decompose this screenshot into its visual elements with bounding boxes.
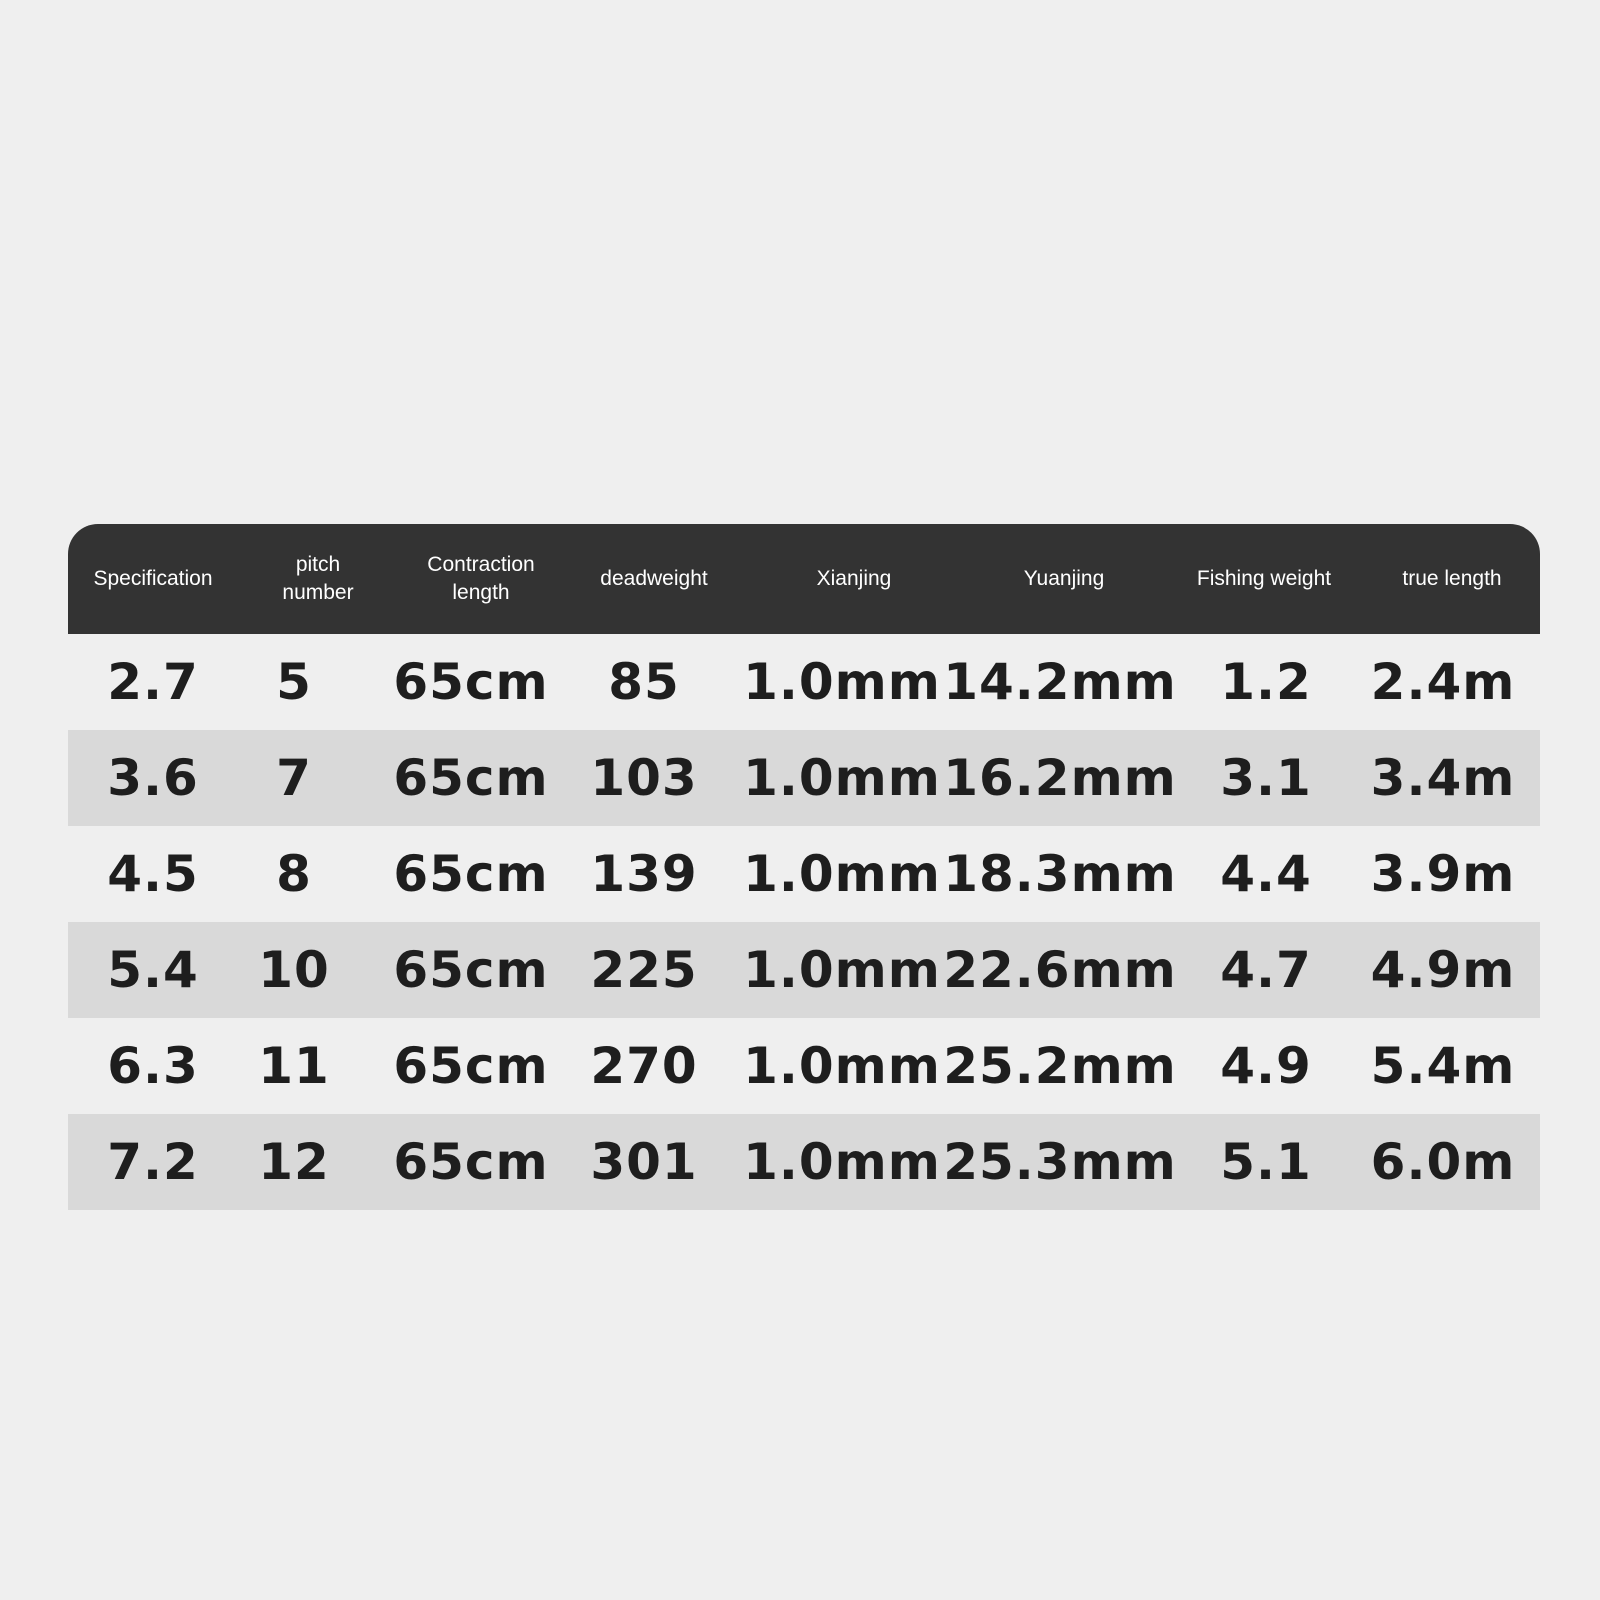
cell-specification: 2.7	[107, 653, 199, 711]
cell-xianjing: 1.0mm	[743, 1133, 941, 1191]
header-fishing-weight: Fishing weight	[1196, 567, 1332, 590]
cell-pitch-number: 8	[276, 845, 312, 903]
cell-yuanjing: 18.3mm	[943, 845, 1177, 903]
cell-deadweight: 270	[590, 1037, 698, 1095]
header-pitch-number: pitch number	[282, 553, 354, 604]
cell-xianjing: 1.0mm	[743, 749, 941, 807]
cell-fishing-weight: 3.1	[1220, 749, 1312, 807]
cell-contraction-length: 65cm	[393, 1037, 549, 1095]
cell-yuanjing: 25.2mm	[943, 1037, 1177, 1095]
cell-fishing-weight: 4.9	[1220, 1037, 1312, 1095]
cell-pitch-number: 7	[276, 749, 312, 807]
cell-fishing-weight: 4.4	[1220, 845, 1312, 903]
header-yuanjing: Yuanjing	[1023, 567, 1105, 590]
cell-deadweight: 85	[608, 653, 680, 711]
table-row	[68, 634, 1540, 730]
spec-table	[68, 524, 1540, 1210]
cell-deadweight: 225	[590, 941, 698, 999]
header-xianjing: Xianjing	[816, 567, 892, 590]
table-row	[68, 922, 1540, 1018]
cell-yuanjing: 22.6mm	[943, 941, 1177, 999]
cell-pitch-number: 5	[276, 653, 312, 711]
cell-fishing-weight: 4.7	[1220, 941, 1312, 999]
cell-yuanjing: 14.2mm	[943, 653, 1177, 711]
table-header-row	[68, 524, 1540, 634]
cell-xianjing: 1.0mm	[743, 653, 941, 711]
cell-specification: 6.3	[107, 1037, 199, 1095]
cell-xianjing: 1.0mm	[743, 845, 941, 903]
header-specification: Specification	[93, 567, 213, 590]
cell-xianjing: 1.0mm	[743, 941, 941, 999]
cell-fishing-weight: 1.2	[1220, 653, 1312, 711]
cell-contraction-length: 65cm	[393, 845, 549, 903]
cell-true-length: 4.9m	[1370, 941, 1516, 999]
cell-xianjing: 1.0mm	[743, 1037, 941, 1095]
cell-specification: 5.4	[107, 941, 199, 999]
cell-pitch-number: 10	[258, 941, 330, 999]
cell-deadweight: 301	[590, 1133, 698, 1191]
header-contraction-length: Contraction length	[427, 553, 535, 604]
cell-pitch-number: 12	[258, 1133, 330, 1191]
cell-true-length: 3.4m	[1370, 749, 1516, 807]
cell-deadweight: 139	[590, 845, 698, 903]
cell-pitch-number: 11	[258, 1037, 330, 1095]
cell-true-length: 5.4m	[1370, 1037, 1516, 1095]
cell-specification: 3.6	[107, 749, 199, 807]
cell-yuanjing: 25.3mm	[943, 1133, 1177, 1191]
cell-specification: 7.2	[107, 1133, 199, 1191]
table-row	[68, 826, 1540, 922]
cell-deadweight: 103	[590, 749, 698, 807]
cell-yuanjing: 16.2mm	[943, 749, 1177, 807]
cell-true-length: 2.4m	[1370, 653, 1516, 711]
cell-contraction-length: 65cm	[393, 941, 549, 999]
header-deadweight: deadweight	[600, 567, 708, 590]
cell-contraction-length: 65cm	[393, 749, 549, 807]
cell-specification: 4.5	[107, 845, 199, 903]
table-row	[68, 1018, 1540, 1114]
table-row	[68, 730, 1540, 826]
header-true-length: true length	[1402, 567, 1502, 590]
cell-contraction-length: 65cm	[393, 1133, 549, 1191]
cell-true-length: 6.0m	[1370, 1133, 1516, 1191]
cell-fishing-weight: 5.1	[1220, 1133, 1312, 1191]
cell-true-length: 3.9m	[1370, 845, 1516, 903]
table-row	[68, 1114, 1540, 1210]
cell-contraction-length: 65cm	[393, 653, 549, 711]
